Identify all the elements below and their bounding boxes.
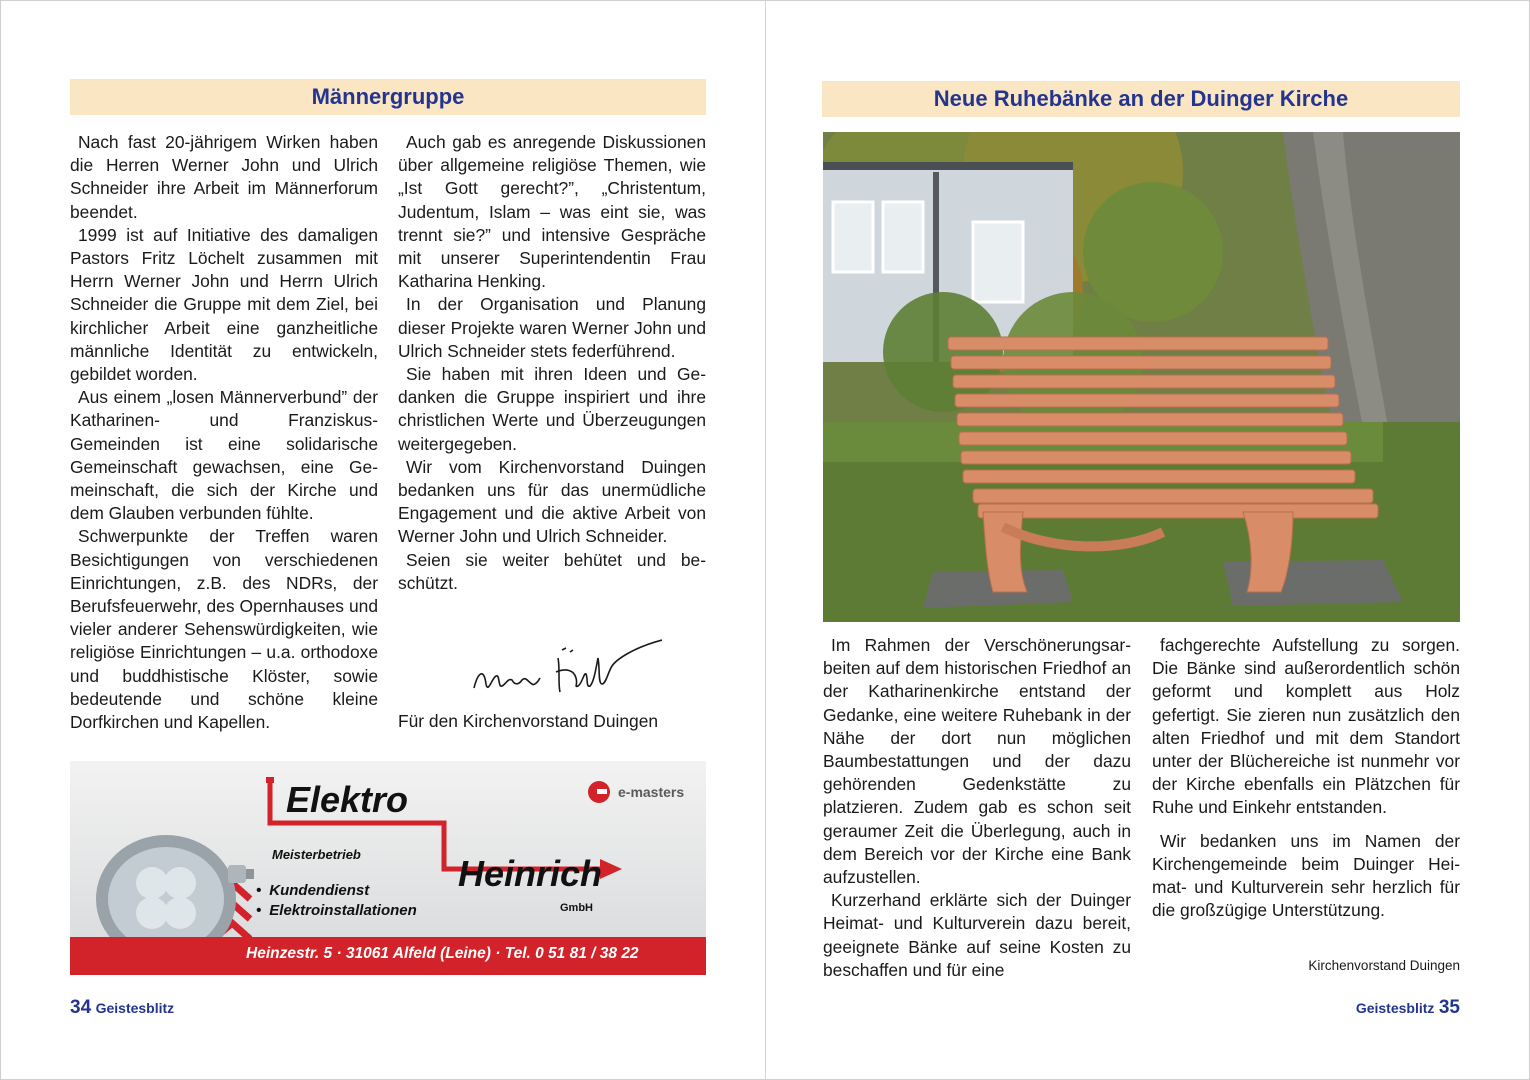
paragraph: Sie haben mit ihren Ideen und Gedanken die Gruppe inspiriert und ihre christlichen Werte und Überzeugungen weitergegeben. [398, 364, 706, 454]
paragraph: Schwerpunkte der Treffen waren Besichtigungen von verschiedenen Einrichtungen, z.B. des NDRs, der Berufsfeuerwehr, des Opernhauses und vieler anderer Sehenswürdigkeiten, wie religiöse Einrichtungen – u.a. orthodoxe und buddhistische Klöster, sowie bedeutende und schöne kleine Dorfkirchen und Kapellen. [70, 526, 378, 733]
paragraph: Im Rahmen der Verschönerungsarbeiten auf dem historischen Friedhof an der Katharinenkirche entstand der Gedanke, eine weitere Ruhebank in der Nähe der dort nun möglichen Baumbestattungen und der dazu gehörenden Gedenkstätte zu platzieren. Zudem gab es schon seit geraumer Zeit die Überlegung, auch in dem Bereich vor der Kirche eine Bank aufzustellen. [823, 635, 1131, 888]
bench-photo [823, 132, 1460, 622]
page-footer-right [1356, 997, 1460, 1019]
ad-service-item: • Kundendienst [256, 881, 417, 901]
ad-subtitle: Meisterbetrieb [272, 847, 361, 862]
page-footer-left [70, 997, 174, 1019]
paragraph: Wir vom Kirchenvorstand Duingen bedanken uns für das unermüdliche Engagement und die aktive Arbeit von Werner John und Ulrich Schneider. [398, 456, 706, 547]
article-column-2 [398, 131, 706, 595]
ad-logo-heinrich: Heinrich [458, 853, 603, 894]
sign-off: Kirchenvorstand Duingen [1308, 958, 1460, 973]
ad-service-item: • Elektroinstallationen [256, 901, 417, 921]
page-number: 34 [70, 997, 92, 1018]
e-masters-logo: e-masters [588, 781, 684, 803]
paragraph: Nach fast 20-jährigem Wirken haben die Herren Werner John und Ulrich Schneider ihre Arbeit im Männerforum beendet. [70, 132, 378, 222]
ad-address-text: Heinzestr. 5 · 31061 Alfeld (Leine) · Tel. 0 51 81 / 38 22 [246, 945, 639, 962]
magazine-name: Geistesblitz [95, 1000, 175, 1016]
advertisement-elektro-heinrich [70, 761, 706, 975]
magazine-name: Geistesblitz [1355, 1000, 1435, 1016]
right-page [766, 0, 1530, 1080]
page-number: 35 [1438, 997, 1460, 1018]
ad-legal-form: GmbH [560, 902, 593, 914]
section-header-maennergruppe: Männergruppe [70, 79, 706, 115]
ad-services-list [256, 881, 417, 921]
paragraph: Seien sie weiter behütet und beschützt. [398, 549, 706, 593]
e-masters-icon [588, 781, 610, 803]
article-column-1 [70, 131, 378, 734]
paragraph: In der Organisation und Planung dieser Projekte waren Werner John und Ulrich Schneider stets federführend. [398, 294, 706, 361]
section-header-ruhebaenke: Neue Ruhebänke an der Duinger Kirche [822, 81, 1460, 117]
ad-logo-elektro: Elektro [286, 779, 409, 820]
paragraph: Wir bedanken uns im Namen der Kirchengemeinde beim Duinger Heimat- und Kulturverein sehr herzlich für die großzügige Unterstützung. [1152, 830, 1460, 921]
article-column-2 [1152, 634, 1460, 922]
paragraph: 1999 ist auf Initiative des damaligen Pastors Fritz Löchelt zusammen mit Herrn Werner John und Herrn Ulrich Schneider die Gruppe mit dem Ziel, bei kirchlicher Arbeit eine ganzheitliche männliche Identität zu entwickeln, gebildet worden. [70, 224, 378, 385]
ad-address-bar [70, 937, 706, 975]
bench-photo-illustration [823, 132, 1460, 622]
paragraph: Aus einem „losen Männerverbund” der Katharinen- und Franziskus-Gemeinden ist eine solidarische Gemeinschaft gewachsen, eine Gemeinschaft, die sich der Kirche und dem Glauben verbunden fühlte. [70, 387, 378, 524]
paragraph: Auch gab es anregende Diskussionen über allgemeine religiöse Themen, wie „Ist Gott gerecht?”, „Christentum, Judentum, Islam – was eint sie, was trennt sie?” und intensive Gespräche mit unserer Superintendentin Frau Katharina Henking. [398, 132, 706, 292]
paragraph: Kurzerhand erklärte sich der Duinger Heimat- und Kulturverein dazu bereit, geeignete Bänke auf seine Kosten zu beschaffen und für eine [823, 890, 1131, 980]
sign-off: Für den Kirchenvorstand Duingen [398, 711, 659, 731]
handwritten-signature [462, 628, 662, 708]
article-column-1 [823, 634, 1131, 982]
paragraph: fachgerechte Aufstellung zu sorgen. Die Bänke sind außerordentlich schön geformt und komplett aus Holz gefertigt. Sie zieren nun zusätzlich den alten Friedhof und mit dem Standort unter der Blüchereiche ist nunmehr vor der Kirche ebenfalls ein Plätzchen für Ruhe und Einkehr entstanden. [1152, 635, 1460, 818]
